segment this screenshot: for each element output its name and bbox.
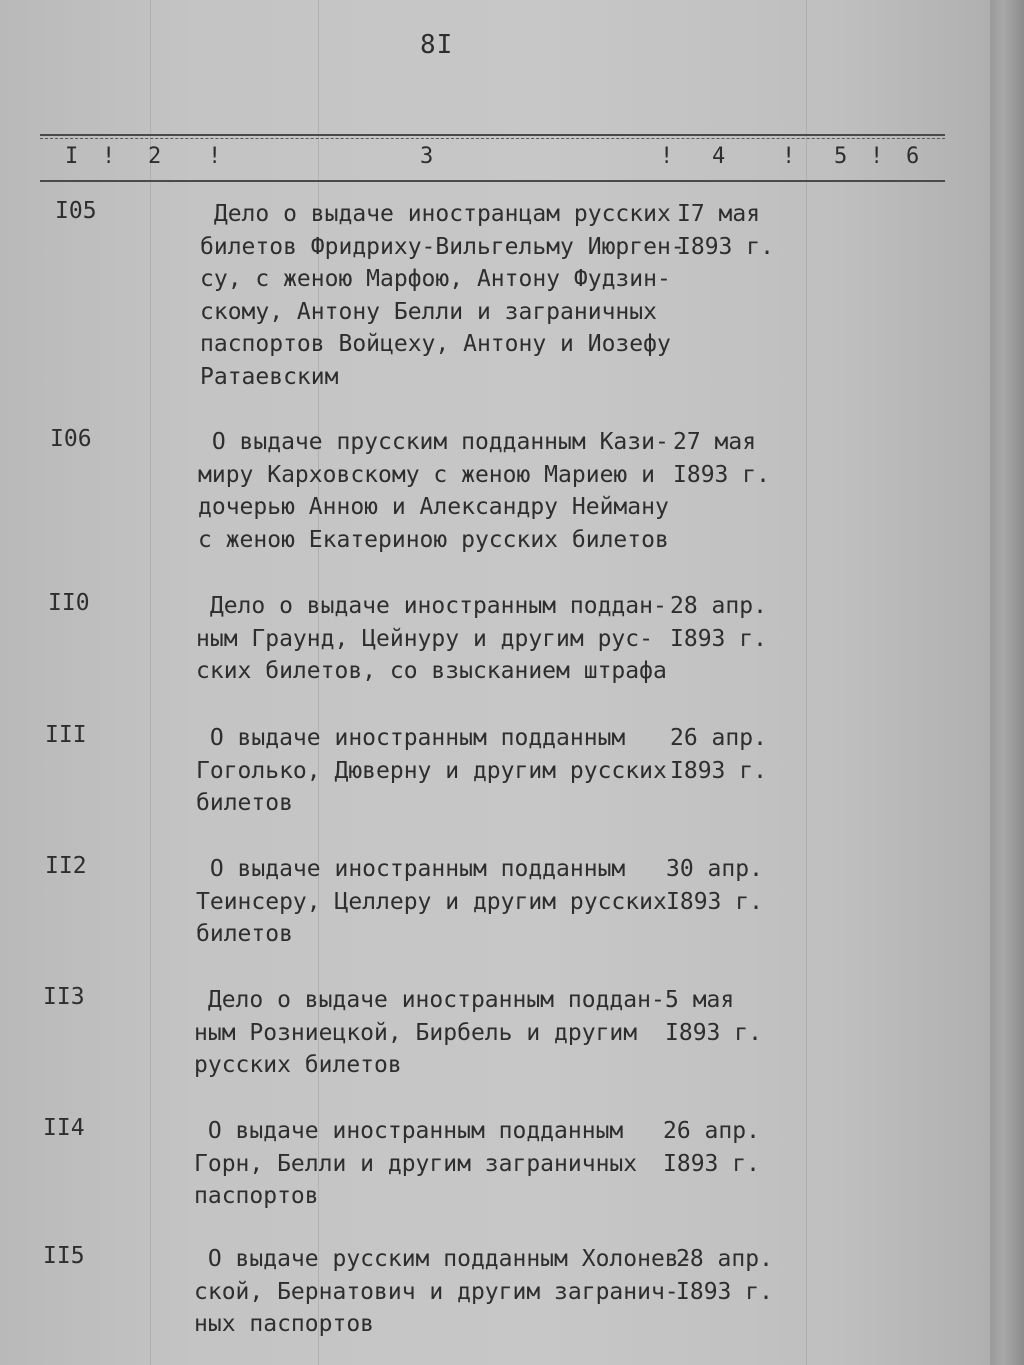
bleed-through-line (150, 0, 151, 1365)
entry-title-line: скому, Антону Белли и заграничных (200, 298, 657, 325)
entry-title (194, 1243, 694, 1341)
entry-date-line: 27 мая (673, 429, 757, 455)
entry-date-line: I893 г. (677, 233, 774, 260)
entry-title (200, 198, 685, 393)
entry-date (677, 198, 774, 263)
entry-date-line: 28 апр. (676, 1246, 773, 1272)
entry-number: II0 (48, 590, 90, 616)
entry-title-line: Дело о выдаче иностранным поддан- (194, 987, 665, 1013)
column-header-separator: ! (782, 144, 796, 169)
entry-date (673, 426, 770, 491)
entry-title (194, 1115, 664, 1213)
entry-title (196, 590, 666, 688)
entry-title-line: ным Розниецкой, Бирбель и другим (194, 1019, 638, 1046)
header-top-rule (40, 134, 945, 136)
entry-title-line: дочерью Анною и Александру Нейману (198, 494, 669, 520)
column-header-1: I (65, 144, 79, 169)
entry-title-line: с женою Екатериною русских билетов (198, 526, 669, 553)
entry-number: II5 (43, 1243, 85, 1269)
entry-date-line: 5 мая (665, 987, 735, 1013)
bleed-through-line (806, 0, 807, 1365)
column-header-4: 4 (712, 144, 726, 169)
entry-date-line: I893 г. (665, 1019, 762, 1046)
entry-date-line: I893 г. (663, 1150, 760, 1177)
entry-date-line: 30 апр. (666, 856, 763, 882)
entry-title-line: ным Граунд, Цейнуру и другим рус- (196, 625, 653, 652)
entry-title-line: паспортов (194, 1183, 319, 1209)
entry-title-line: Ратаевским (200, 363, 339, 390)
entry-date (665, 984, 762, 1049)
entry-title-line: Теинсеру, Целлеру и другим русских (196, 888, 667, 915)
column-header-3: 3 (420, 144, 434, 169)
entry-date-line: 26 апр. (663, 1118, 760, 1144)
entry-title-line: О выдаче иностранным подданным (196, 856, 626, 882)
entry-date (670, 590, 767, 655)
entry-title (194, 984, 664, 1082)
entry-number: III (45, 722, 87, 748)
entry-date-line: I893 г. (676, 1278, 773, 1305)
entry-date (676, 1243, 773, 1308)
entry-title-line: О выдаче иностранным подданным (196, 725, 626, 751)
column-header-6: 6 (906, 144, 920, 169)
column-header-2: 2 (148, 144, 162, 169)
page-number: 8I (420, 30, 454, 60)
column-header-separator: ! (208, 144, 222, 169)
entry-title-line: билетов (196, 921, 293, 947)
entry-title (198, 426, 668, 556)
entry-title-line: О выдаче русским подданным Холонев- (194, 1246, 693, 1272)
entry-title-line: билетов Фридриху-Вильгельму Июрген- (200, 233, 685, 260)
entry-title (196, 722, 666, 820)
entry-title-line: су, с женою Марфою, Антону Фудзин- (200, 266, 671, 292)
entry-title-line: Дело о выдаче иностранцам русских (200, 201, 671, 227)
entry-number: II4 (43, 1115, 85, 1141)
column-header-separator: ! (870, 144, 884, 169)
entry-title-line: русских билетов (194, 1052, 402, 1078)
header-bottom-rule (40, 180, 945, 182)
entry-number: I06 (50, 426, 92, 452)
entry-title-line: миру Карховскому с женою Мариею и (198, 461, 655, 488)
entry-date-line: I893 г. (670, 757, 767, 784)
entry-date-line: I7 мая (677, 201, 761, 227)
entry-title (196, 853, 666, 951)
entry-title-line: О выдаче прусским подданным Кази- (198, 429, 669, 455)
entry-date (663, 1115, 760, 1180)
entry-title-line: О выдаче иностранным подданным (194, 1118, 624, 1144)
entry-title-line: билетов (196, 790, 293, 816)
entry-date-line: I893 г. (670, 625, 767, 652)
entry-title-line: паспортов Войцеху, Антону и Иозефу (200, 331, 671, 357)
entry-title-line: ных паспортов (194, 1311, 375, 1337)
entry-title-line: Горн, Белли и другим заграничных (194, 1150, 638, 1177)
entry-date-line: I893 г. (666, 888, 763, 915)
column-header-5: 5 (834, 144, 848, 169)
entry-date-line: 28 апр. (670, 593, 767, 619)
entry-date (666, 853, 763, 918)
column-header-separator: ! (660, 144, 674, 169)
column-header-separator: ! (102, 144, 116, 169)
entry-date-line: I893 г. (673, 461, 770, 488)
entry-date (670, 722, 767, 787)
column-header-row (40, 138, 945, 178)
entry-number: II3 (43, 984, 85, 1010)
entry-title-line: Гоголько, Дюверну и другим русских (196, 757, 667, 784)
entry-number: I05 (55, 198, 97, 224)
entry-date-line: 26 апр. (670, 725, 767, 751)
entry-title-line: ской, Бернатович и другим загранич- (194, 1278, 679, 1305)
entry-title-line: ских билетов, со взысканием штрафа (196, 658, 667, 684)
paper-edge-shadow (990, 0, 1024, 1365)
entry-title-line: Дело о выдаче иностранным поддан- (196, 593, 667, 619)
entry-number: II2 (45, 853, 87, 879)
